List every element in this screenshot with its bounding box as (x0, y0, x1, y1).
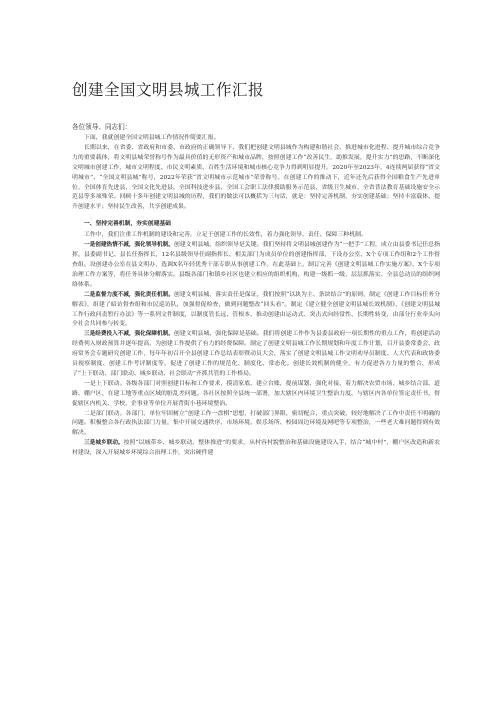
paragraph: 一是创建热情不减，强化领导机制。创建文明县城，组织领导是关键。我们坚持将文明县城创建作为“一把手”工程，成立由县委书记任总指挥，县委副书记、县长任指挥长，12名县级领导任副指挥长、相关部门为成员单位的创建指挥部，下设办公室、X个专项工作组和2个工作督查组。设创建办公室在县文明办，选调X名年轻优秀干部专职从事创建工作。在此基础上，制订完善《创建文明县城工作实施方案》、X个专项治理工作方案等，将任务具体分解落实。县级各部门和镇乡社区也建立相应的组织机构，构建一级抓一级、层层抓落实、全县总动员的组织网络体系。 (72, 242, 440, 288)
document-title: 创建全国文明县城工作汇报 (72, 81, 265, 99)
section-heading: 一、坚持完善机制，夯实创建基础 (84, 221, 171, 228)
section-intro: 工作中，我们注重工作机制的建设和完善，立足于创建工作的长效性，着力强化领导、责任、保障三种机制。 (84, 232, 367, 239)
paragraph: 三是城乡联动。按照“以城带乡、城乡联动、整体推进”的要求，从村容村貌整治和基础设施建设入手，结合“城中村”，棚户区改造和新农村建设，深入开展城乡环境综合治理工作，突出硬件建 (72, 440, 440, 457)
paragraph: 长期以来，在省委、省政府和市委、市政府的正确领导下，我们把创建文明县城作为构建和谐社会、推进城市化进程、提升城市综合竞争力的重要载体，将文明县城荣誉称号作为最具价值的无形资产和城市品牌，按照创建工作“改善民生，助推发展，提升实力”的思路，不断深化文明城市创建工作，城市文明程度、市民文明素质、百姓生活环境和城市核心竞争力得到明显提升。2020年至2023年，4连续两届获得“省文明城市”、“全国文明县城”称号，2022年荣获“省文明城市示范城市”荣誉称号。在创建工作的推动下，近年还先后获得全国粮食生产先进单位、全国体育先进县、全国文化先进县、全国科技进步县、全国工会职工法律援助服务示范县、省级卫生城市、全省普法教育基础设施安全示范县等多项殊荣。回顾十多年创建文明县城的历程，我们的做法可以概括为三句话，就是：坚持完善机制，夯实创建基础；坚持丰富载体，提升创建水平；坚持民生改善，共享创建成果。 (72, 144, 440, 211)
paragraph: 一是上下联动。各级各部门对照创建目标和工作要求，摸清家底、建立台账，提前谋划、强化对接，着力解决农贸市场、城乡结合部、道路、棚户区、在建工地等重点区域的脏乱差问题。各社区按照全县统一部署，加大辖区内环境卫生整治力度，与辖区内各单位签定责任书，督促辖区内机关、学校、企事业等单位开展背街小巷环境整治。 (72, 380, 440, 407)
paragraph: 二是部门联动。各部门，单位牢固树立“创建工作一盘棋”思想，打破部门界限，密切配合，重点突破，较好地解决了工作中责任不明确的问题。积极整合各行政执法部门力量，集中开展交通秩序、市场环境、娱乐场所、校园周边环境及网吧等专项整治，一些老大难问题得到有效解决。 (72, 410, 440, 437)
intro-paragraphs (72, 134, 440, 213)
paragraph: 下面，我就创建全国文明县城工作情况作简要汇报。 (84, 135, 220, 141)
section-items (72, 241, 440, 459)
salutation: 各位领导、同志们： (72, 123, 132, 131)
paragraph: 二是监督力度不减，强化责任机制。创建文明县城，落实责任是保证。我们按照“以块为主、条块结合”的原则，制定《创建工作目标任务分解表》，组建了暗访督查组和市民巡访队，加强督促检查，做到问题整改“回头看”。制定《建立健全创建文明县城长效机制》、《创建文明县城工作行政问责暂行办法》等一系列文件制度，以制度管长远、管根本，推动创建由运动式、突击式向经常性、长期性转变，由部分行业牵头向全社会共同参与转变。 (72, 291, 440, 328)
paragraph: 三是经费投入不减，强化保障机制。创建文明县城，强化保障是基础。我们将创建工作作为县委县政府一项长期性的重点工作，将创建活动经费列入财政预算并逐年提高，为创建工作提供了有力的经费保障。制定了创建文明县城工作长期规划和年度工作计划，召开县委常委会、政府常务会专题研究创建工作，每年年初召开全县创建工作总结表彰暨动员大会，落实了创建文明县城工作文明劝导员制度、人大代表和政协委员视察制度、创建工作考评制度等，促进了创建工作的规范化、制度化、常态化。创建长效机制的健全，有力促进各方力量的整合，形成了“上下联动、部门联动、城乡联动、社会联动”齐抓共管的工作格局。 (72, 331, 440, 377)
